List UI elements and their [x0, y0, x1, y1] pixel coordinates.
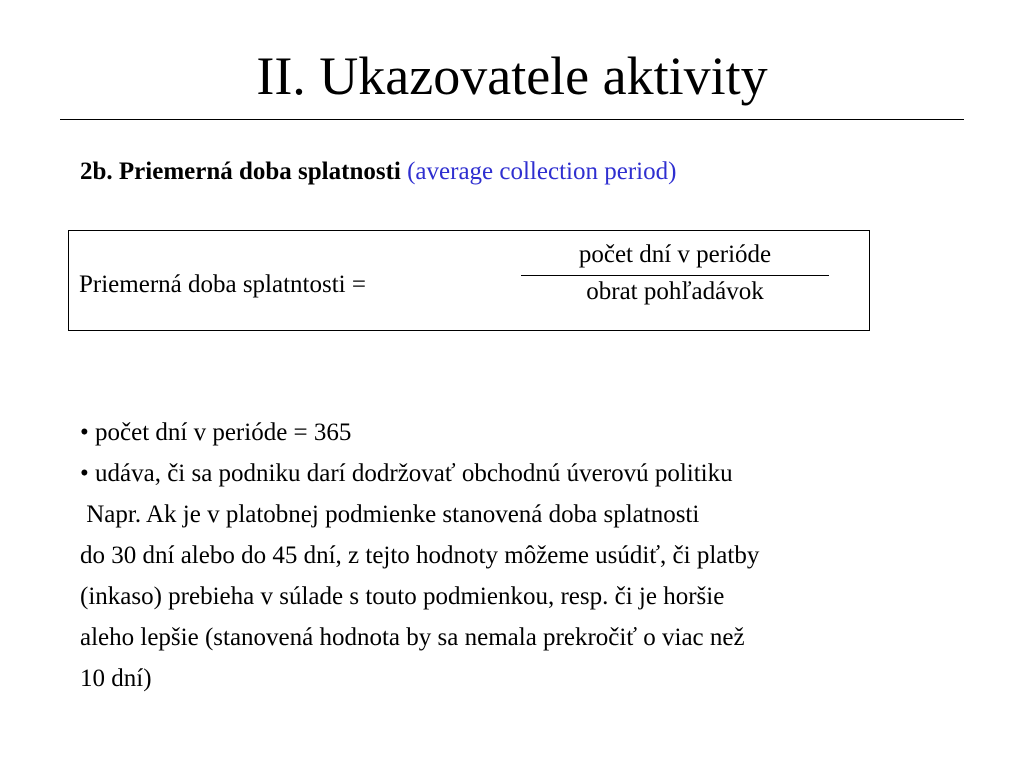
formula-denominator: obrat pohľadávok	[586, 278, 764, 305]
body-line: • počet dní v perióde = 365	[80, 419, 352, 446]
body-line: • udáva, či sa podniku darí dodržovať obchodnú úverovú politiku	[80, 460, 733, 487]
section-heading-english: (average collection period)	[407, 158, 677, 185]
body-text	[80, 412, 1020, 699]
formula-lhs: Priemerná doba splatntosti =	[79, 271, 366, 298]
body-line: Napr. Ak je v platobnej podmienke stanovená doba splatnosti	[80, 501, 700, 528]
section-heading-slovak: 2b. Priemerná doba splatnosti	[80, 158, 401, 185]
body-line: 10 dní)	[80, 665, 152, 692]
body-line: do 30 dní alebo do 45 dní, z tejto hodnoty môžeme usúdiť, či platby	[80, 542, 760, 569]
body-line: (inkaso) prebieha v súlade s touto podmienkou, resp. či je horšie	[80, 583, 725, 610]
section-heading	[80, 156, 676, 188]
formula-box	[68, 230, 870, 331]
body-line: aleho lepšie (stanovená hodnota by sa nemala prekročiť o viac než	[80, 624, 745, 651]
formula-numerator: počet dní v perióde	[578, 241, 772, 268]
formula-fraction	[521, 239, 829, 308]
title-divider	[60, 119, 964, 120]
slide-title: II. Ukazovatele aktivity	[256, 46, 768, 106]
